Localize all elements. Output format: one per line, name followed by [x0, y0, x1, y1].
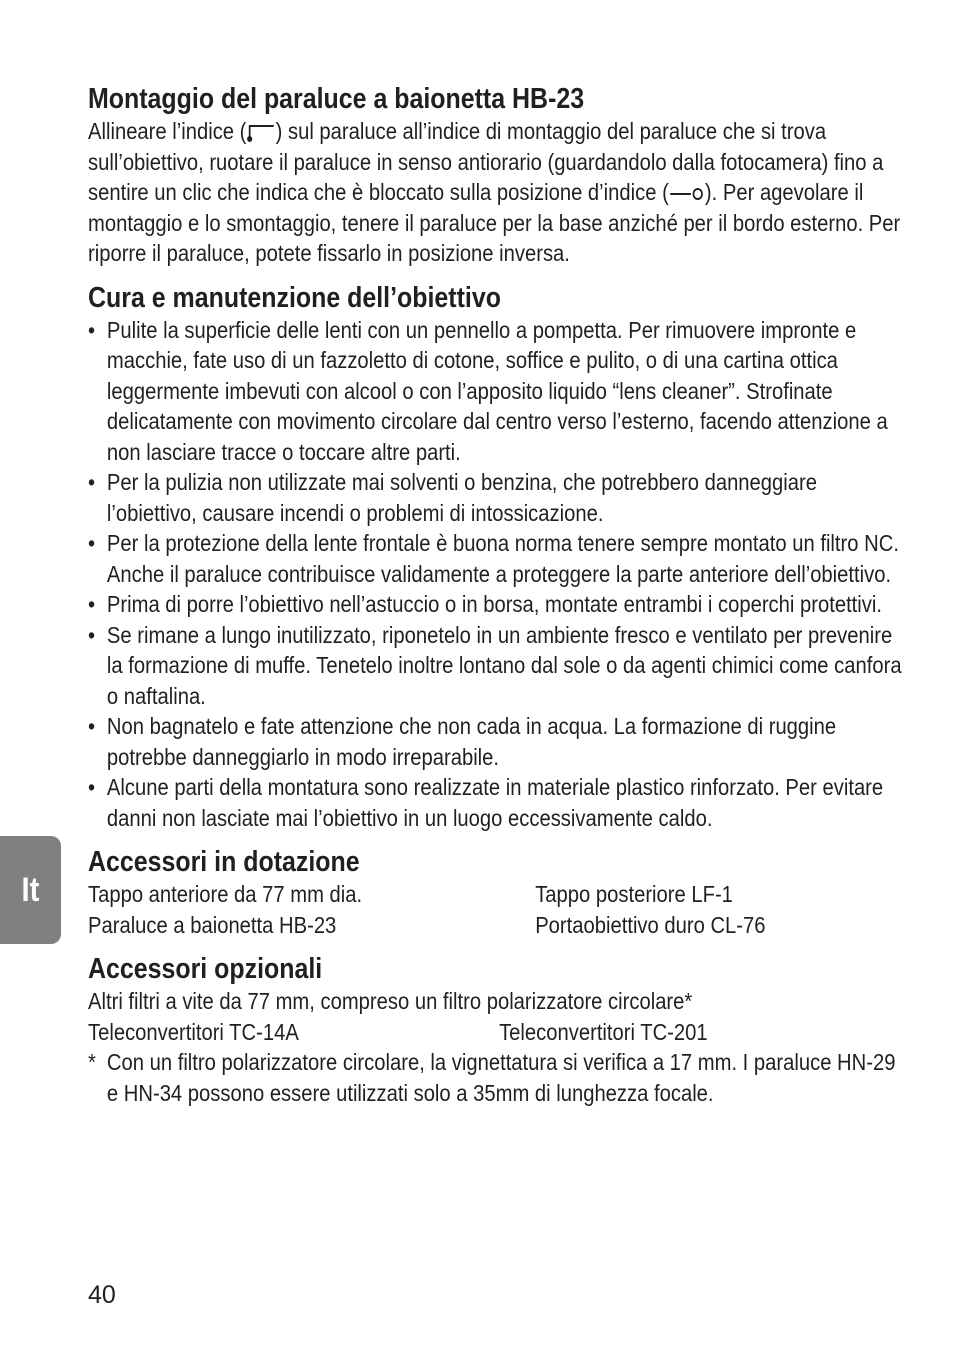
list-item-text: Prima di porre l’obiettivo nell’astuccio o in borsa, montate entrambi i coperchi protettivi.: [106, 591, 883, 617]
page-number: 40: [88, 1281, 116, 1309]
optional-content: [88, 986, 908, 1108]
mounting-text-2: ) sul paraluce all’indice di montaggio del paraluce che si trova sull’obiettivo, ruotare il paraluce in senso antiorario (guardandolo dalla fotocamera) fino a sentire un clic che indica che è bloccato sulla posizione d’indice (: [88, 118, 884, 205]
bullet-icon: •: [88, 316, 96, 343]
bullet-icon: •: [88, 621, 96, 648]
hood-lock-mark-icon: [669, 185, 705, 203]
list-item: [88, 467, 908, 528]
section-title-supplied: Accessori in dotazione: [88, 846, 360, 878]
page-content: [88, 82, 908, 1120]
table-cell: Teleconvertitori TC-201: [499, 1018, 708, 1045]
supplied-table: [88, 879, 908, 940]
footnote-marker: *: [88, 1049, 96, 1075]
bullet-icon: •: [88, 530, 96, 556]
section-care: [88, 281, 908, 834]
list-item: [88, 528, 908, 589]
list-item-text: Per la protezione della lente frontale è buona norma tenere sempre montato un filtro NC. Anche il paraluce contribuisce validamente a proteggere la parte anteriore dell’obiettivo.: [106, 530, 899, 587]
bullet-icon: •: [88, 713, 96, 739]
optional-line: Altri filtri a vite da 77 mm, compreso un filtro polarizzatore circolare*: [88, 988, 693, 1014]
hood-alignment-mark-icon: [246, 122, 275, 144]
section-title-care: Cura e manutenzione dell’obiettivo: [88, 281, 501, 314]
list-item-text: Alcune parti della montatura sono realizzate in materiale plastico rinforzato. Per evitare danni non lasciate mai l’obiettivo in un luogo eccessivamente caldo.: [106, 774, 884, 831]
list-item: [88, 711, 908, 772]
care-list: [88, 315, 908, 834]
table-cell: Tappo posteriore LF-1: [535, 881, 733, 907]
section-supplied: [88, 845, 908, 940]
section-title-optional: Accessori opzionali: [88, 953, 323, 985]
language-tab-label: It: [21, 870, 40, 909]
list-item: [88, 589, 908, 620]
list-item: [88, 620, 908, 712]
list-item-text: Se rimane a lungo inutilizzato, riponetelo in un ambiente fresco e ventilato per prevenire la formazione di muffe. Tenetelo inoltre lontano dal sole o da agenti chimici come canfora o naftalina.: [106, 621, 902, 709]
table-cell: Tappo anteriore da 77 mm dia.: [88, 881, 363, 907]
language-tab: [0, 836, 61, 944]
footnote-text: Con un filtro polarizzatore circolare, la vignettatura si verifica a 17 mm. I paraluce HN-29 e HN-34 possono essere utilizzati solo a 35mm di lunghezza focale.: [106, 1049, 896, 1106]
table-cell: Paraluce a baionetta HB-23: [88, 911, 337, 938]
mounting-text-3: ). Per agevolare il montaggio e lo smontaggio, tenere il paraluce per la base anziché per il bordo esterno. Per riporre il paraluce, potete fissarlo in posizione inversa.: [88, 179, 901, 266]
table-cell: Portaobiettivo duro CL-76: [535, 911, 766, 938]
bullet-icon: •: [88, 469, 96, 495]
section-title-mounting: Montaggio del paraluce a baionetta HB-23: [88, 83, 585, 115]
bullet-icon: •: [88, 591, 96, 617]
table-cell: Teleconvertitori TC-14A: [88, 1018, 299, 1045]
list-item-text: Pulite la superficie delle lenti con un pennello a pompetta. Per rimuovere impronte e macchie, fate uso di un fazzoletto di cotone, soffice e pulito, o di una cartina ottica leggermente imbevuti con alcool o con l’apposito liquido “lens cleaner”. Strofinate delicatamente con movimento circolare dal centro verso l’esterno, facendo attenzione a non lasciare tracce o toccare altre parti.: [106, 316, 888, 465]
list-item: [88, 315, 908, 468]
table-row: [88, 879, 908, 910]
mounting-text-1: Allineare l’indice (: [88, 118, 247, 144]
list-item-text: Per la pulizia non utilizzate mai solventi o benzina, che potrebbero danneggiare l’obiettivo, causare incendi o problemi di intossicazione.: [106, 469, 817, 526]
bullet-icon: •: [88, 774, 96, 800]
section-mounting: [88, 82, 908, 269]
table-row: [88, 1017, 908, 1048]
table-row: [88, 910, 908, 941]
section-optional: [88, 952, 908, 1108]
footnote: [88, 1047, 908, 1108]
list-item-text: Non bagnatelo e fate attenzione che non cada in acqua. La formazione di ruggine potrebbe danneggiarlo in modo irreparabile.: [106, 713, 837, 770]
mounting-paragraph: [88, 116, 908, 269]
list-item: [88, 772, 908, 833]
